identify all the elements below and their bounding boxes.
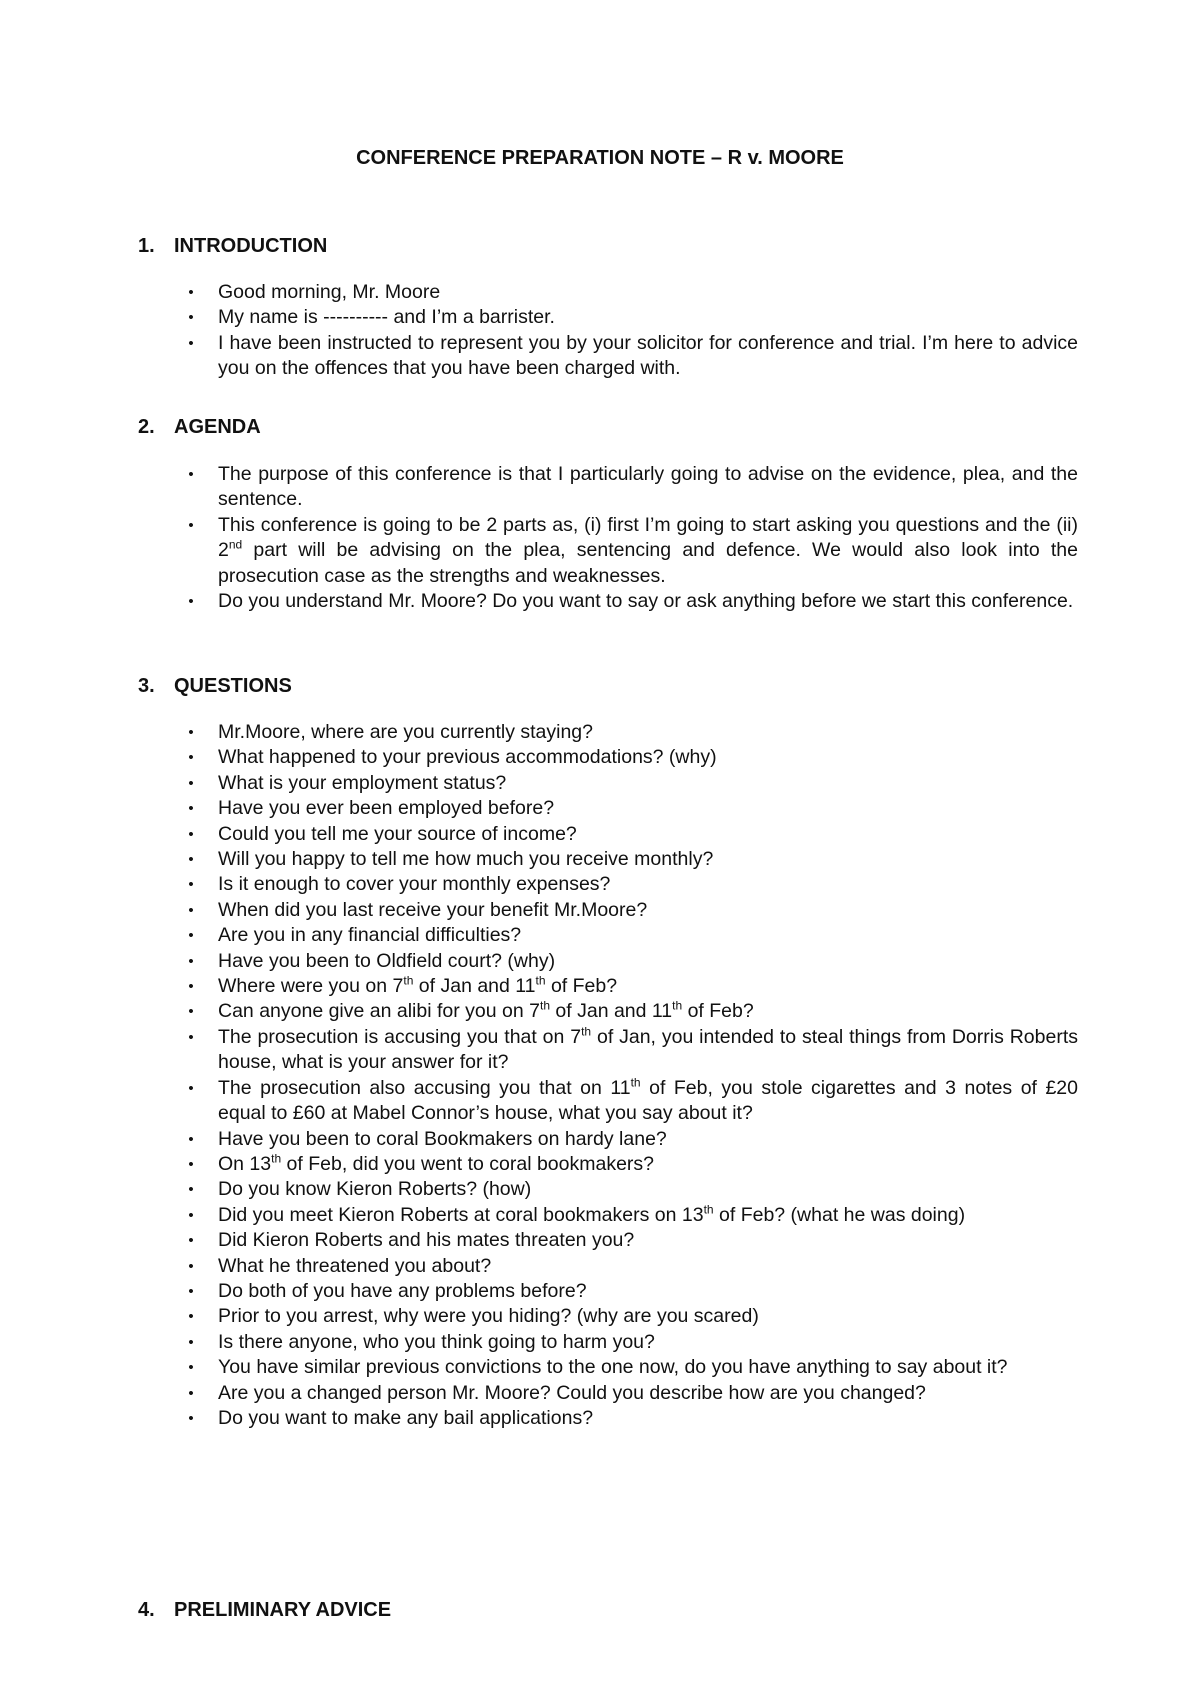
section-title: PRELIMINARY ADVICE [174, 1599, 392, 1621]
bullet-icon: • [188, 1384, 194, 1402]
list-item [0, 1127, 1078, 1152]
list-item [0, 1330, 1078, 1355]
list-item [0, 745, 1078, 770]
bullet-list-questions [0, 720, 1078, 1431]
list-item [0, 974, 1078, 999]
bullet-icon: • [188, 800, 194, 818]
list-item [0, 872, 1078, 897]
list-item [0, 1279, 1078, 1304]
section-title: INTRODUCTION [174, 235, 328, 257]
list-item-text: Could you tell me your source of income? [218, 822, 577, 845]
bullet-icon: • [188, 952, 194, 970]
bullet-icon: • [188, 1232, 194, 1250]
ordinal-suffix: th [271, 1151, 282, 1166]
list-item [0, 822, 1078, 847]
section-heading-agenda [138, 415, 261, 439]
list-item-text: What he threatened you about? [218, 1254, 492, 1277]
bullet-list-agenda [0, 462, 1078, 614]
list-item [0, 1177, 1078, 1202]
bullet-icon: • [188, 1359, 194, 1377]
list-item-text: The prosecution is accusing you that on 7th of Jan, you intended to steal things from Dorris Roberts house, what is your answer for it? [218, 1024, 1078, 1074]
bullet-icon: • [188, 1130, 194, 1148]
bullet-icon: • [188, 516, 194, 534]
list-item-text: Do both of you have any problems before? [218, 1279, 587, 1302]
list-item [0, 847, 1078, 872]
ordinal-suffix: th [403, 973, 414, 988]
bullet-icon: • [188, 1155, 194, 1173]
list-item-text: Have you ever been employed before? [218, 797, 555, 820]
list-item [0, 1381, 1078, 1406]
list-item-text: The purpose of this conference is that I particularly going to advise on the evidence, plea, and the sentence. [218, 463, 1078, 511]
section-number: 4. [138, 1599, 155, 1621]
ordinal-suffix: th [672, 998, 683, 1013]
list-item [0, 923, 1078, 948]
section-heading-preliminary-advice [138, 1598, 391, 1622]
list-item-text: Are you a changed person Mr. Moore? Could you describe how are you changed? [218, 1381, 926, 1404]
bullet-icon: • [188, 1003, 194, 1021]
list-item-text: When did you last receive your benefit Mr.Moore? [218, 898, 648, 921]
section-number: 3. [138, 675, 155, 697]
list-item [0, 305, 1078, 330]
bullet-icon: • [188, 724, 194, 741]
list-item-text: What is your employment status? [218, 771, 507, 794]
list-item [0, 1254, 1078, 1279]
section-title: AGENDA [174, 416, 261, 438]
bullet-icon: • [188, 1333, 194, 1351]
list-item-text: What happened to your previous accommodations? (why) [218, 746, 717, 769]
list-item [0, 949, 1078, 974]
bullet-icon: • [188, 1181, 194, 1199]
bullet-icon: • [188, 1282, 194, 1300]
section-number: 2. [138, 416, 155, 438]
bullet-icon: • [188, 825, 194, 843]
list-item-text: This conference is going to be 2 parts as, (i) first I’m going to start asking you questions and the (ii) 2nd part will be advising on the plea, sentencing and defence. We would also look into the prosecution case as the strengths and weaknesses. [218, 513, 1078, 587]
ordinal-suffix: th [630, 1075, 641, 1090]
list-item-text: Is it enough to cover your monthly expenses? [218, 873, 611, 896]
list-item [0, 898, 1078, 923]
bullet-icon: • [188, 749, 194, 767]
section-title: QUESTIONS [174, 675, 292, 697]
list-item [0, 1076, 1078, 1127]
list-item [0, 1355, 1078, 1380]
list-item-text: Mr.Moore, where are you currently staying? [218, 721, 593, 743]
bullet-icon: • [188, 774, 194, 792]
list-item-text: On 13th of Feb, did you went to coral bookmakers? [218, 1151, 655, 1175]
bullet-icon: • [188, 851, 194, 869]
list-item-text: Is there anyone, who you think going to harm you? [218, 1330, 655, 1353]
list-item [0, 1304, 1078, 1329]
bullet-icon: • [188, 466, 194, 483]
bullet-icon: • [188, 978, 194, 996]
bullet-icon: • [188, 1206, 194, 1224]
bullet-icon: • [188, 927, 194, 945]
list-item-text: Do you understand Mr. Moore? Do you want to say or ask anything before we start this conference. [218, 590, 1074, 613]
list-item-text: Have you been to Oldfield court? (why) [218, 949, 556, 972]
list-item [0, 1228, 1078, 1253]
list-item [0, 331, 1078, 382]
list-item-text: Did Kieron Roberts and his mates threaten you? [218, 1229, 635, 1252]
list-item-text: The prosecution also accusing you that on 11th of Feb, you stole cigarettes and 3 notes of £20 equal to £60 at Mabel Connor’s house, what you say about it? [218, 1075, 1078, 1125]
list-item [0, 999, 1078, 1024]
list-item-text: Prior to you arrest, why were you hiding? (why are you scared) [218, 1305, 759, 1328]
list-item-text: You have similar previous convictions to the one now, do you have anything to say about it? [218, 1356, 1008, 1379]
bullet-icon: • [188, 876, 194, 894]
list-item-text: Do you know Kieron Roberts? (how) [218, 1178, 532, 1201]
list-item [0, 513, 1078, 589]
list-item [0, 1406, 1078, 1431]
list-item [0, 720, 1078, 745]
list-item [0, 771, 1078, 796]
list-item [0, 1025, 1078, 1076]
list-item-text: I have been instructed to represent you by your solicitor for conference and trial. I’m here to advice you on the offences that you have been charged with. [218, 331, 1078, 380]
section-heading-introduction [138, 234, 327, 258]
bullet-icon: • [188, 1308, 194, 1326]
list-item [0, 1152, 1078, 1177]
bullet-icon: • [188, 309, 194, 327]
list-item [0, 280, 1078, 305]
bullet-list-introduction [0, 280, 1078, 382]
list-item-text: Did you meet Kieron Roberts at coral bookmakers on 13th of Feb? (what he was doing) [218, 1202, 966, 1226]
ordinal-suffix: nd [228, 537, 243, 552]
bullet-icon: • [188, 284, 194, 301]
bullet-icon: • [188, 901, 194, 919]
ordinal-suffix: th [535, 973, 546, 988]
bullet-icon: • [188, 593, 194, 611]
bullet-icon: • [188, 334, 194, 352]
list-item-text: Are you in any financial difficulties? [218, 924, 522, 947]
list-item-text: Do you want to make any bail applications? [218, 1406, 594, 1429]
list-item-text: Have you been to coral Bookmakers on hardy lane? [218, 1127, 667, 1150]
section-heading-questions [138, 674, 292, 698]
list-item [0, 589, 1078, 614]
list-item-text: Good morning, Mr. Moore [218, 281, 441, 303]
bullet-icon: • [188, 1079, 194, 1097]
list-item-text: My name is ---------- and I’m a barrister. [218, 306, 555, 329]
list-item [0, 462, 1078, 513]
bullet-icon: • [188, 1028, 194, 1046]
list-item-text: Where were you on 7th of Jan and 11th of Feb? [218, 973, 618, 998]
list-item-text: Will you happy to tell me how much you receive monthly? [218, 848, 714, 871]
bullet-icon: • [188, 1257, 194, 1275]
ordinal-suffix: th [703, 1202, 714, 1217]
ordinal-suffix: th [581, 1024, 592, 1039]
list-item [0, 1203, 1078, 1228]
bullet-icon: • [188, 1409, 194, 1427]
ordinal-suffix: th [539, 998, 550, 1013]
section-number: 1. [138, 235, 155, 257]
document-title: CONFERENCE PREPARATION NOTE – R v. MOORE [356, 147, 844, 169]
list-item [0, 796, 1078, 821]
list-item-text: Can anyone give an alibi for you on 7th of Jan and 11th of Feb? [218, 998, 754, 1023]
